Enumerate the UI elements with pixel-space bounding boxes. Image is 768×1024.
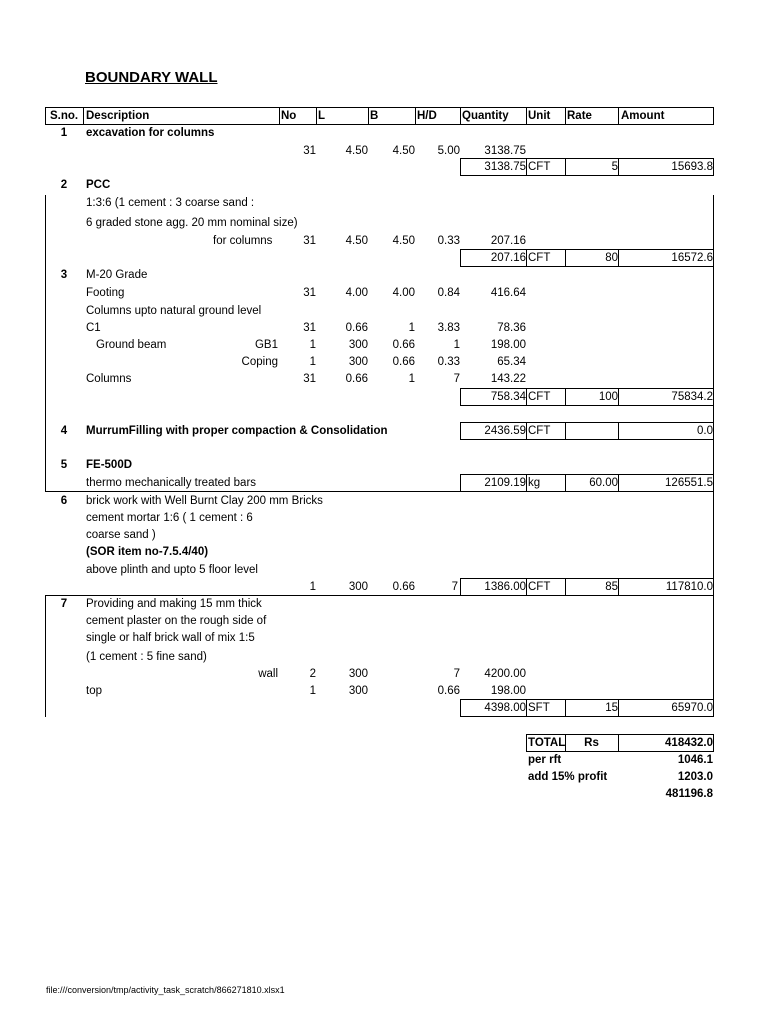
item-1-qty: 3138.75 <box>484 145 526 157</box>
item-7-top-no: 1 <box>309 685 316 697</box>
item-6-rate: 85 <box>605 581 618 593</box>
item-3-gb-tag: GB1 <box>254 339 278 351</box>
item-3-footing-no: 31 <box>303 287 316 299</box>
item-3-coping-no: 1 <box>309 356 316 368</box>
item-7-spec-line3: (1 cement : 5 fine sand) <box>86 651 207 663</box>
item-7-spec-line2: single or half brick wall of mix 1:5 <box>86 632 255 644</box>
item-2-spec-line1: 1:3:6 (1 cement : 3 coarse sand : <box>86 197 255 209</box>
item-2-row-label: for columns <box>213 235 273 247</box>
col-header-rate: Rate <box>567 110 592 122</box>
item-3-columns-no: 31 <box>303 373 316 385</box>
profit-label: add 15% profit <box>528 771 608 783</box>
item-3-coping-l: 300 <box>348 356 368 368</box>
total-label: TOTAL <box>528 737 566 749</box>
item-2-rate: 80 <box>605 252 618 264</box>
col-header-amount: Amount <box>621 110 665 122</box>
col-header-quantity: Quantity <box>462 110 509 122</box>
item-3-gb-no: 1 <box>309 339 316 351</box>
sno-6: 6 <box>60 495 68 507</box>
col-header-description: Description <box>86 110 150 122</box>
col-header-b: B <box>370 110 379 122</box>
item-3-footing-b: 4.00 <box>392 287 415 299</box>
grand-total-value: 481196.8 <box>665 788 713 800</box>
item-3-footing-l: 4.00 <box>345 287 368 299</box>
item-6-unit: CFT <box>528 581 551 593</box>
item-3-gb-l: 300 <box>348 339 368 351</box>
item-1-total-qty: 3138.75 <box>484 161 526 173</box>
item-7-description: Providing and making 15 mm thick <box>86 598 262 610</box>
item-6-spec-line4: above plinth and upto 5 floor level <box>86 564 258 576</box>
sno-2: 2 <box>60 179 68 191</box>
item-6-hd: 7 <box>451 581 458 593</box>
item-5-total-qty: 2109.19 <box>484 477 526 489</box>
page-title: BOUNDARY WALL <box>85 69 218 86</box>
item-3-total-qty: 758.34 <box>490 391 526 403</box>
item-1-rate: 5 <box>611 161 618 173</box>
cell-divider <box>526 388 527 406</box>
footer-file-path: file:///conversion/tmp/activity_task_scratch/866271810.xlsx1 <box>46 985 285 995</box>
item-3-footing-hd: 0.84 <box>437 287 460 299</box>
table-right-border <box>713 195 714 717</box>
per-rft-value: 1046.1 <box>677 754 713 766</box>
per-rft-label: per rft <box>528 754 562 766</box>
item-6-spec-line2: coarse sand ) <box>86 529 156 541</box>
header-divider <box>415 107 416 125</box>
item-3-coping-label: Coping <box>241 356 278 368</box>
item-7-wall-no: 2 <box>309 668 316 680</box>
sno-5: 5 <box>60 459 68 471</box>
item-3-c1-hd: 3.83 <box>437 322 460 334</box>
item-3-columns-hd: 7 <box>453 373 460 385</box>
item-7-top-label: top <box>86 685 102 697</box>
cell-divider <box>565 422 566 440</box>
section-divider <box>45 595 714 596</box>
item-5-amount: 126551.5 <box>665 477 713 489</box>
item-3-c1-no: 31 <box>303 322 316 334</box>
item-5-rate: 60.00 <box>589 477 618 489</box>
item-4-unit: CFT <box>528 425 551 437</box>
item-7-wall-l: 300 <box>348 668 368 680</box>
item-3-columns-qty: 143.22 <box>490 373 526 385</box>
item-3-footing-label: Footing <box>86 287 125 299</box>
item-3-coping-hd: 0.33 <box>437 356 460 368</box>
item-2-hd: 0.33 <box>437 235 460 247</box>
col-header-sno: S.no. <box>50 110 79 122</box>
item-7-top-qty: 198.00 <box>490 685 526 697</box>
table-left-border <box>45 595 46 717</box>
item-3-gb-hd: 1 <box>453 339 460 351</box>
item-3-columns-note: Columns upto natural ground level <box>86 305 262 317</box>
item-7-amount: 65970.0 <box>671 702 713 714</box>
item-1-b: 4.50 <box>392 145 415 157</box>
header-divider <box>460 107 461 125</box>
item-6-amount: 117810.0 <box>665 581 713 593</box>
header-divider <box>618 107 619 125</box>
item-5-unit: kg <box>528 477 541 489</box>
item-3-gb-b: 0.66 <box>392 339 415 351</box>
item-4-total-qty: 2436.59 <box>484 425 526 437</box>
item-1-description: excavation for columns <box>86 127 215 139</box>
item-2-spec-line2: 6 graded stone agg. 20 mm nominal size) <box>86 217 298 229</box>
header-divider <box>83 107 84 125</box>
cell-divider <box>526 699 527 717</box>
header-divider <box>279 107 280 125</box>
item-2-no: 31 <box>303 235 316 247</box>
item-7-wall-label: wall <box>258 668 278 680</box>
item-2-l: 4.50 <box>345 235 368 247</box>
item-1-unit: CFT <box>528 161 551 173</box>
item-3-columns-l: 0.66 <box>345 373 368 385</box>
header-divider <box>368 107 369 125</box>
item-6-b: 0.66 <box>392 581 415 593</box>
item-3-description: M-20 Grade <box>86 269 148 281</box>
col-header-l: L <box>318 110 326 122</box>
item-3-unit: CFT <box>528 391 551 403</box>
item-3-c1-l: 0.66 <box>345 322 368 334</box>
item-1-no: 31 <box>303 145 316 157</box>
item-2-unit: CFT <box>528 252 551 264</box>
item-7-wall-qty: 4200.00 <box>484 668 526 680</box>
sno-7: 7 <box>60 598 68 610</box>
item-3-c1-label: C1 <box>86 322 101 334</box>
total-currency: Rs <box>584 737 599 749</box>
item-7-total-qty: 4398.00 <box>484 702 526 714</box>
item-2-total-qty: 207.16 <box>490 252 526 264</box>
section-divider <box>45 491 714 492</box>
item-5-spec-line1: thermo mechanically treated bars <box>86 477 257 489</box>
item-7-spec-line1: cement plaster on the rough side of <box>86 615 267 627</box>
item-6-l: 300 <box>348 581 368 593</box>
cell-divider <box>526 249 527 267</box>
item-3-coping-b: 0.66 <box>392 356 415 368</box>
item-7-wall-hd: 7 <box>453 668 460 680</box>
header-divider <box>526 107 527 125</box>
item-3-footing-qty: 416.64 <box>490 287 526 299</box>
item-1-amount: 15693.8 <box>671 161 713 173</box>
cell-divider <box>526 474 527 492</box>
item-1-l: 4.50 <box>345 145 368 157</box>
item-2-b: 4.50 <box>392 235 415 247</box>
item-7-top-l: 300 <box>348 685 368 697</box>
item-7-unit: SFT <box>528 702 550 714</box>
cell-divider <box>526 578 527 596</box>
item-3-gb-label: Ground beam <box>96 339 167 351</box>
col-header-hd: H/D <box>417 110 437 122</box>
item-6-total-qty: 1386.00 <box>484 581 526 593</box>
sno-3: 3 <box>60 269 68 281</box>
item-3-columns-b: 1 <box>408 373 415 385</box>
item-2-description: PCC <box>86 179 111 191</box>
table-left-border <box>45 195 46 492</box>
item-3-c1-qty: 78.36 <box>497 322 526 334</box>
col-header-no: No <box>281 110 297 122</box>
item-1-hd: 5.00 <box>437 145 460 157</box>
item-6-spec-line1: cement mortar 1:6 ( 1 cement : 6 <box>86 512 253 524</box>
item-3-columns-label: Columns <box>86 373 132 385</box>
cell-divider <box>526 422 527 440</box>
item-6-no: 1 <box>309 581 316 593</box>
header-divider <box>316 107 317 125</box>
item-6-sor-reference: (SOR item no-7.5.4/40) <box>86 546 209 558</box>
item-3-coping-qty: 65.34 <box>497 356 526 368</box>
sno-4: 4 <box>60 425 68 437</box>
item-2-amount: 16572.6 <box>671 252 713 264</box>
item-4-amount: 0.0 <box>697 425 713 437</box>
item-2-qty: 207.16 <box>490 235 526 247</box>
item-3-rate: 100 <box>598 391 618 403</box>
item-3-amount: 75834.2 <box>671 391 713 403</box>
item-4-description: MurrumFilling with proper compaction & Consolidation <box>86 425 388 437</box>
profit-value: 1203.0 <box>677 771 713 783</box>
col-header-unit: Unit <box>528 110 551 122</box>
sno-1: 1 <box>60 127 68 139</box>
item-3-gb-qty: 198.00 <box>490 339 526 351</box>
total-value: 418432.0 <box>665 737 713 749</box>
item-7-rate: 15 <box>605 702 618 714</box>
item-5-description: FE-500D <box>86 459 133 471</box>
cell-divider <box>526 158 527 176</box>
item-7-top-hd: 0.66 <box>437 685 460 697</box>
header-divider <box>565 107 566 125</box>
item-3-c1-b: 1 <box>408 322 415 334</box>
item-6-description: brick work with Well Burnt Clay 200 mm Bricks <box>86 495 323 507</box>
